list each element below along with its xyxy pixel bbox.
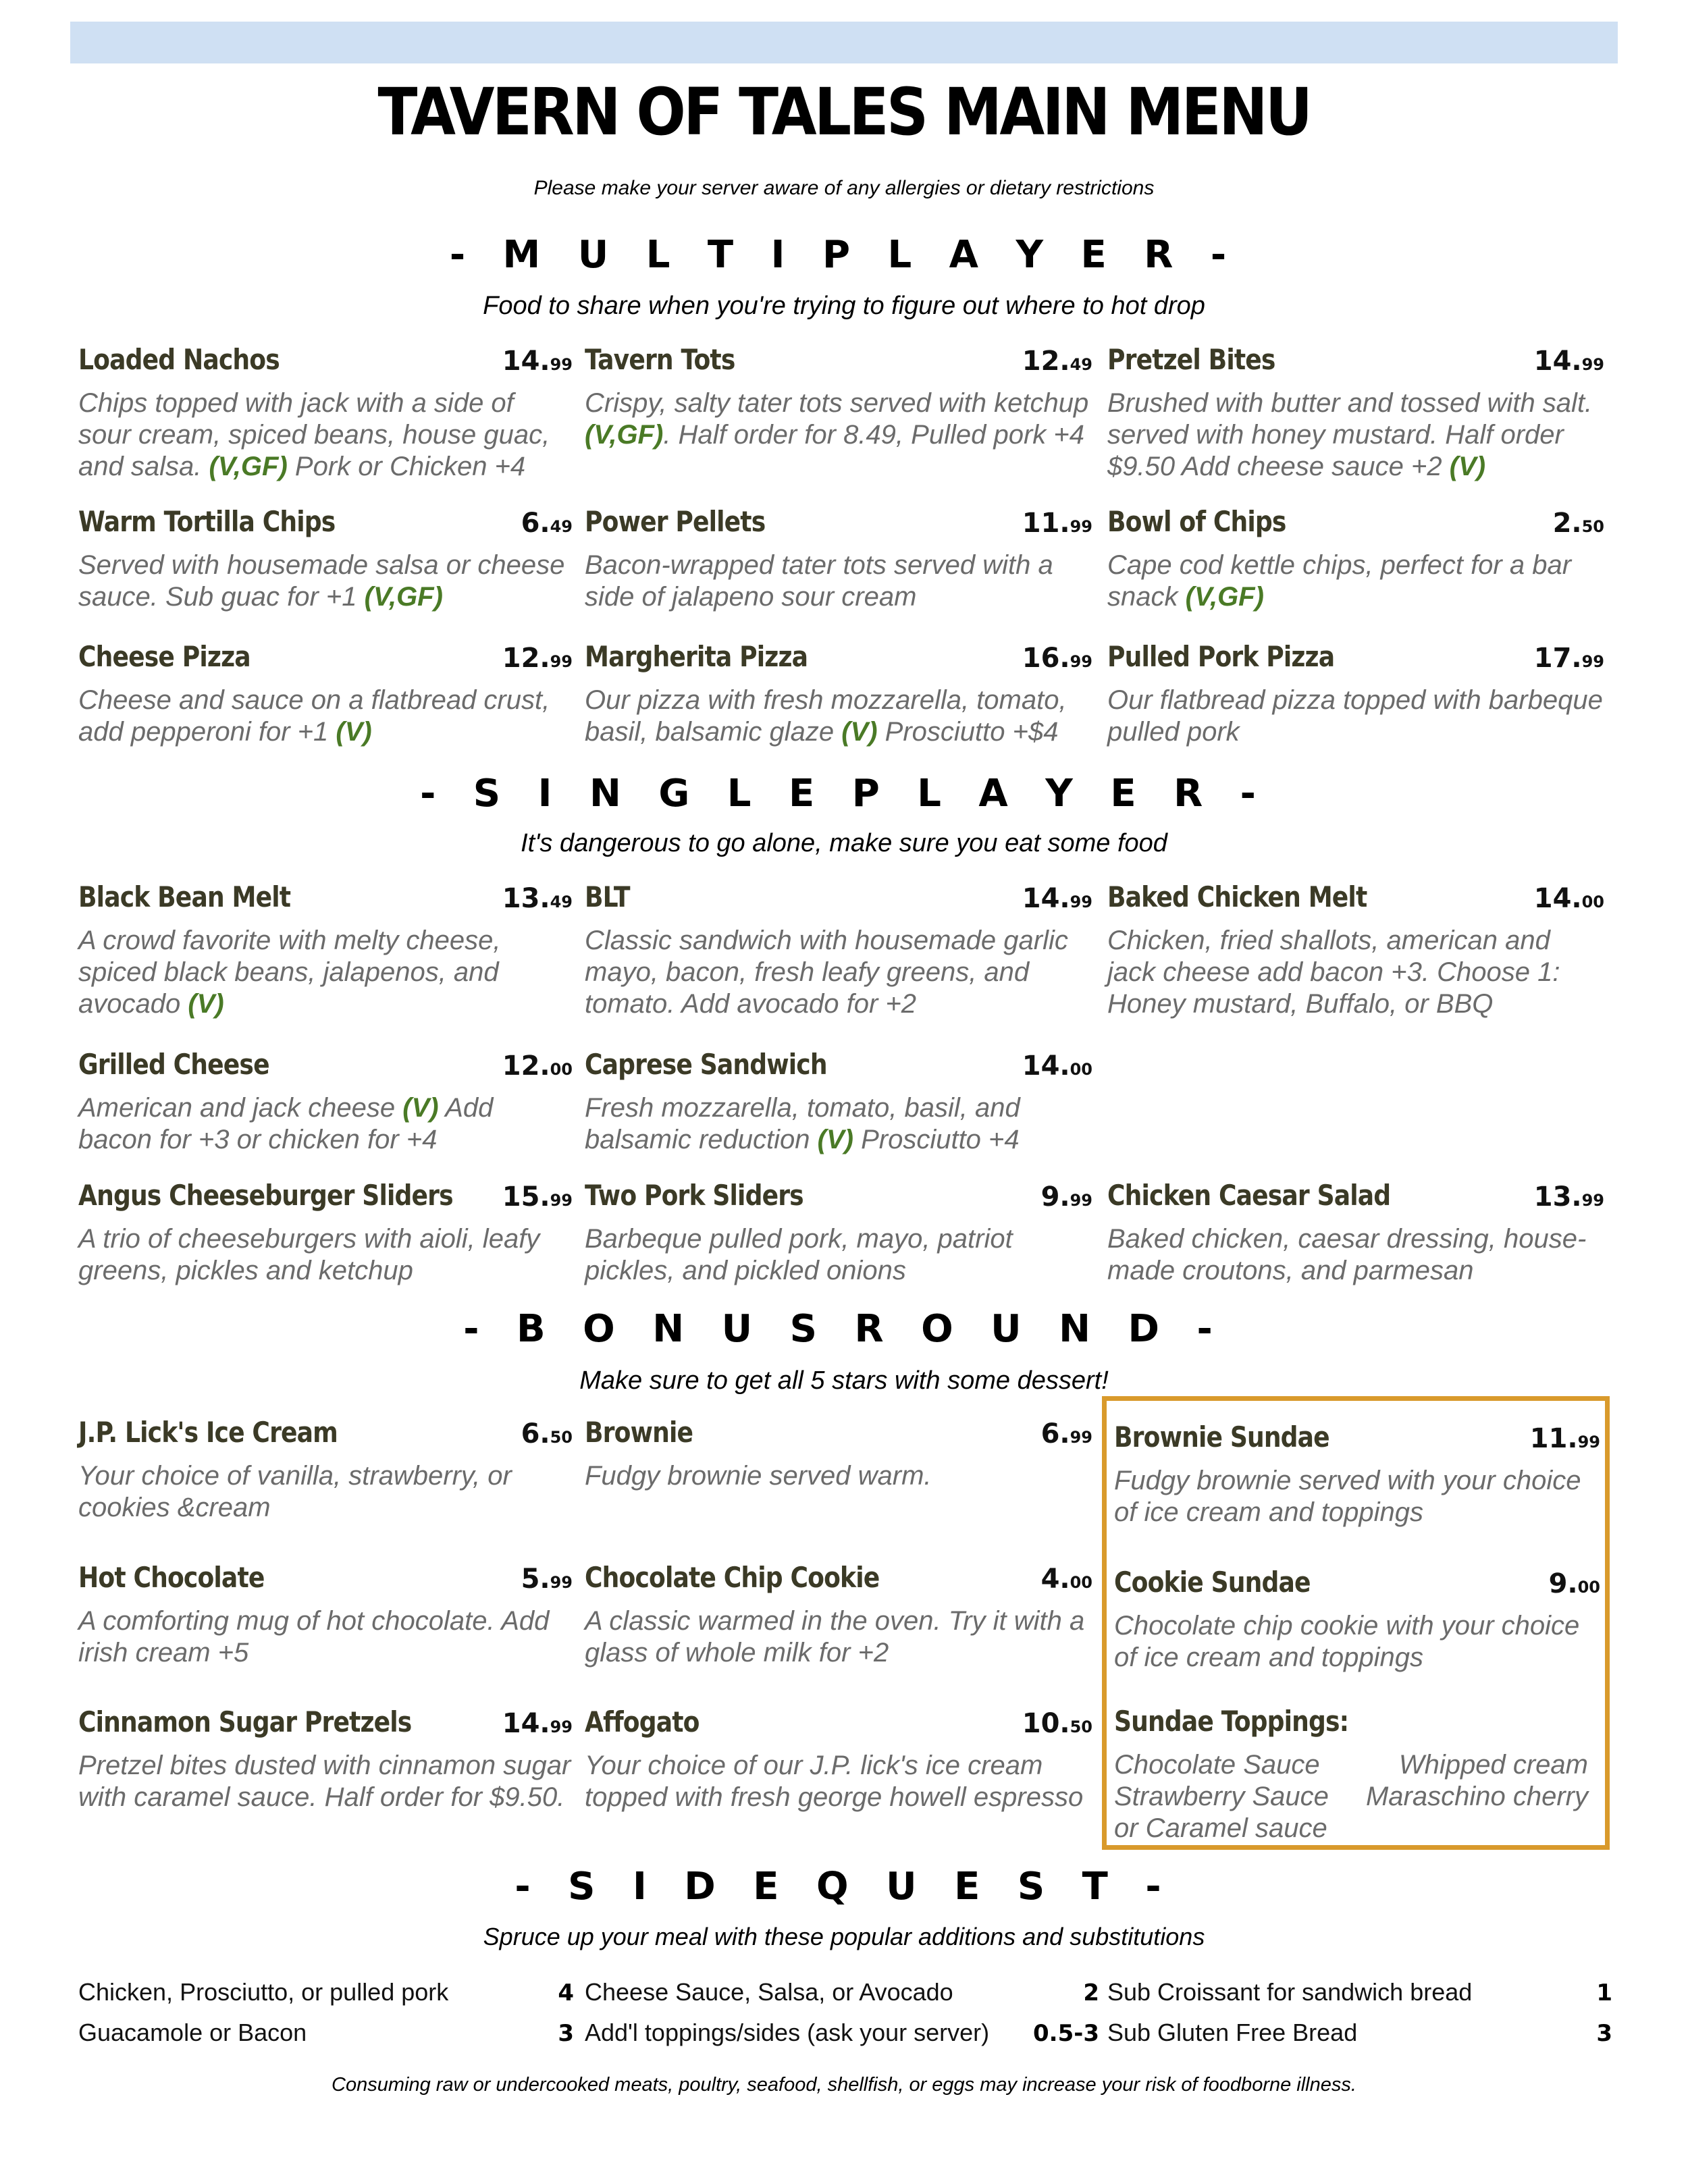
item-price xyxy=(521,508,573,539)
allergy-note: Please make your server aware of any allergies or dietary restrictions xyxy=(533,177,1155,199)
topping-item: Whipped cream xyxy=(1398,1750,1588,1780)
price-cents: 99 xyxy=(550,1717,573,1736)
dietary-tag: (V,GF) xyxy=(1185,582,1264,612)
side-item-name: Cheese Sauce, Salsa, or Avocado xyxy=(585,1978,953,2006)
section-subtitle-multiplayer: Food to share when you're trying to figure out where to hot drop xyxy=(483,292,1205,320)
menu-item-baked-chicken-melt xyxy=(1107,880,1604,1036)
item-name: Power Pellets xyxy=(585,505,766,538)
item-description xyxy=(78,1092,573,1156)
price-cents: 99 xyxy=(1070,652,1092,671)
item-price xyxy=(521,1418,573,1449)
item-description xyxy=(1107,550,1604,613)
dietary-tag: (V,GF) xyxy=(585,420,664,450)
side-item-price: 0.5-3 xyxy=(1033,2020,1099,2047)
item-price xyxy=(521,1564,573,1595)
price-cents: 50 xyxy=(1581,517,1604,536)
section-subtitle-bonus-round: Make sure to get all 5 stars with some dessert! xyxy=(579,1366,1109,1395)
item-name: Angus Cheeseburger Sliders xyxy=(78,1179,453,1212)
item-description xyxy=(78,1605,573,1669)
item-description xyxy=(78,1750,573,1813)
item-price xyxy=(502,346,573,377)
price-dollars: 6. xyxy=(521,508,550,539)
item-name: Two Pork Sliders xyxy=(585,1179,803,1212)
topping-item: Strawberry Sauce xyxy=(1114,1782,1329,1811)
section-heading-side-quest: - S I D E Q U E S T - xyxy=(515,1865,1173,1909)
menu-item-brownie xyxy=(585,1416,1092,1551)
item-price xyxy=(1022,346,1092,377)
menu-item-warm-tortilla-chips xyxy=(78,505,573,660)
description-extra: . Half order for 8.49, Pulled pork +4 xyxy=(663,420,1084,450)
item-name: Caprese Sandwich xyxy=(585,1048,827,1081)
price-cents: 99 xyxy=(1070,893,1092,911)
menu-item-cookie-sundae xyxy=(1114,1566,1600,1701)
item-price xyxy=(1022,1708,1092,1739)
toppings-left-column xyxy=(1114,1749,1329,1844)
menu-item-bowl-of-chips xyxy=(1107,505,1604,660)
price-cents: 00 xyxy=(1070,1060,1092,1079)
menu-item-hot-chocolate xyxy=(78,1561,573,1696)
item-price xyxy=(502,1050,573,1082)
item-description xyxy=(585,1460,1092,1492)
item-name: Bowl of Chips xyxy=(1107,505,1286,538)
section-heading-multiplayer: - M U L T I P L A Y E R - xyxy=(449,233,1239,277)
description-text: Baked chicken, caesar dressing, house-made croutons, and parmesan xyxy=(1107,1224,1587,1285)
description-text: Crispy, salty tater tots served with ketchup xyxy=(585,388,1089,418)
dietary-tag: (V,GF) xyxy=(364,582,443,612)
item-description xyxy=(1107,388,1604,483)
item-name: Brownie xyxy=(585,1416,693,1449)
item-price xyxy=(1041,1181,1092,1213)
price-dollars: 9. xyxy=(1040,1181,1070,1213)
item-price xyxy=(1022,643,1092,674)
item-name: Tavern Tots xyxy=(585,343,735,376)
item-name: Loaded Nachos xyxy=(78,343,280,376)
price-cents: 99 xyxy=(1581,1191,1604,1210)
description-extra: Prosciutto +4 xyxy=(861,1125,1020,1154)
price-dollars: 14. xyxy=(1022,1050,1070,1082)
description-text: Chicken, fried shallots, american and jack cheese add bacon +3. Choose 1: Honey mustard, Buffalo, or BBQ xyxy=(1107,926,1560,1019)
price-cents: 99 xyxy=(1581,355,1604,374)
item-description xyxy=(1114,1610,1600,1674)
price-cents: 50 xyxy=(1070,1717,1092,1736)
dietary-tag: (V,GF) xyxy=(209,452,288,481)
item-description xyxy=(78,388,573,483)
price-cents: 49 xyxy=(1070,355,1092,374)
item-name: Cinnamon Sugar Pretzels xyxy=(78,1705,412,1738)
item-price xyxy=(1022,883,1092,914)
section-subtitle-side-quest: Spruce up your meal with these popular additions and substitutions xyxy=(483,1923,1205,1950)
price-dollars: 14. xyxy=(502,1708,550,1739)
description-text: Chocolate chip cookie with your choice of ice cream and toppings xyxy=(1114,1611,1580,1672)
item-price xyxy=(1534,643,1604,674)
price-dollars: 13. xyxy=(1533,1181,1582,1213)
dietary-tag: (V) xyxy=(188,989,224,1019)
menu-item-brownie-sundae xyxy=(1114,1420,1600,1555)
item-description xyxy=(585,388,1092,451)
price-dollars: 14. xyxy=(1022,883,1070,914)
item-name: Baked Chicken Melt xyxy=(1107,880,1367,913)
sundae-toppings xyxy=(1114,1705,1600,1846)
item-price xyxy=(502,883,573,914)
side-item-name: Chicken, Prosciutto, or pulled pork xyxy=(78,1978,449,2006)
price-cents: 99 xyxy=(1070,1428,1092,1447)
description-text: Our pizza with fresh mozzarella, tomato, basil, balsamic glaze xyxy=(585,685,1067,747)
item-description xyxy=(1114,1465,1600,1528)
item-description xyxy=(78,1223,573,1287)
side-item-price: 4 xyxy=(558,1979,574,2006)
topping-item: or Caramel sauce xyxy=(1114,1813,1327,1843)
menu-item-tavern-tots xyxy=(585,343,1092,498)
item-description xyxy=(78,925,573,1020)
side-item-price: 3 xyxy=(558,2020,574,2047)
item-description xyxy=(1107,925,1604,1020)
section-heading-bonus-round: - B O N U S R O U N D - xyxy=(463,1307,1225,1351)
item-name: Margherita Pizza xyxy=(585,640,808,673)
item-name: BLT xyxy=(585,880,630,913)
price-dollars: 14. xyxy=(1533,883,1582,914)
item-description xyxy=(585,550,1092,613)
item-name: Cheese Pizza xyxy=(78,640,250,673)
description-text: American and jack cheese xyxy=(78,1093,396,1123)
description-extra: Add bacon for +3 or chicken for +4 xyxy=(78,1093,494,1154)
item-name: Chocolate Chip Cookie xyxy=(585,1561,880,1594)
side-item-name: Sub Croissant for sandwich bread xyxy=(1107,1978,1473,2006)
description-text: A classic warmed in the oven. Try it with a glass of whole milk for +2 xyxy=(585,1606,1085,1668)
item-description xyxy=(585,685,1092,748)
description-text: Served with housemade salsa or cheese sauce. Sub guac for +1 xyxy=(78,550,565,612)
price-dollars: 4. xyxy=(1040,1564,1070,1595)
dietary-tag: (V) xyxy=(841,717,878,747)
menu-title: TAVERN OF TALES MAIN MENU xyxy=(377,74,1311,150)
price-dollars: 15. xyxy=(502,1181,550,1213)
price-cents: 99 xyxy=(550,1191,573,1210)
header-band xyxy=(70,22,1618,63)
description-text: Your choice of our J.P. lick's ice cream topped with fresh george howell espresso xyxy=(585,1751,1084,1812)
item-description xyxy=(78,550,573,613)
side-item-price: 1 xyxy=(1596,1979,1612,2006)
item-description xyxy=(585,925,1092,1020)
price-cents: 00 xyxy=(1577,1578,1600,1597)
price-cents: 49 xyxy=(550,893,573,911)
menu-item-black-bean-melt xyxy=(78,880,573,1036)
menu-item-blt xyxy=(585,880,1092,1036)
item-description xyxy=(78,1460,573,1524)
item-description xyxy=(585,1092,1092,1156)
section-heading-singleplayer: - S I N G L E P L A Y E R - xyxy=(420,772,1268,816)
price-dollars: 17. xyxy=(1533,643,1582,674)
topping-item: Chocolate Sauce xyxy=(1114,1750,1320,1780)
price-cents: 99 xyxy=(1577,1433,1600,1451)
menu-item-j-p-lick-s-ice-cream xyxy=(78,1416,573,1551)
item-price xyxy=(502,643,573,674)
item-description xyxy=(585,1605,1092,1669)
price-cents: 00 xyxy=(1581,893,1604,911)
price-cents: 99 xyxy=(1581,652,1604,671)
description-extra: Prosciutto +$4 xyxy=(885,717,1059,747)
sundae-toppings-title: Sundae Toppings: xyxy=(1114,1705,1349,1738)
price-dollars: 14. xyxy=(1533,346,1582,377)
description-text: Cheese and sauce on a flatbread crust, add pepperoni for +1 xyxy=(78,685,550,747)
item-description xyxy=(585,1223,1092,1287)
price-cents: 00 xyxy=(550,1060,573,1079)
item-name: Hot Chocolate xyxy=(78,1561,265,1594)
description-text: Cape cod kettle chips, perfect for a bar snack xyxy=(1107,550,1572,612)
side-item-price: 2 xyxy=(1083,1979,1099,2006)
item-price xyxy=(1534,346,1604,377)
menu-item-power-pellets xyxy=(585,505,1092,660)
description-text: Classic sandwich with housemade garlic mayo, bacon, fresh leafy greens, and tomato. Add avocado for +2 xyxy=(585,926,1068,1019)
price-cents: 49 xyxy=(550,517,573,536)
price-cents: 50 xyxy=(550,1428,573,1447)
item-name: Chicken Caesar Salad xyxy=(1107,1179,1391,1212)
side-item-name: Guacamole or Bacon xyxy=(78,2019,307,2046)
item-name: Pulled Pork Pizza xyxy=(1107,640,1335,673)
description-text: Your choice of vanilla, strawberry, or cookies &cream xyxy=(78,1461,512,1522)
item-name: Pretzel Bites xyxy=(1107,343,1275,376)
description-text: Fudgy brownie served with your choice of ice cream and toppings xyxy=(1114,1466,1581,1527)
description-text: A trio of cheeseburgers with aioli, leafy greens, pickles and ketchup xyxy=(78,1224,540,1285)
item-price xyxy=(1549,1568,1600,1599)
item-price xyxy=(1041,1418,1092,1449)
description-text: Our flatbread pizza topped with barbeque pulled pork xyxy=(1107,685,1603,747)
dietary-tag: (V) xyxy=(402,1093,439,1123)
item-description xyxy=(78,685,573,748)
price-dollars: 9. xyxy=(1548,1568,1578,1599)
price-dollars: 2. xyxy=(1552,508,1582,539)
item-price xyxy=(1041,1564,1092,1595)
menu-item-affogato xyxy=(585,1705,1092,1840)
price-cents: 99 xyxy=(1070,517,1092,536)
side-item-price: 3 xyxy=(1596,2020,1612,2047)
price-dollars: 12. xyxy=(502,643,550,674)
price-dollars: 13. xyxy=(502,883,550,914)
side-item-name: Add'l toppings/sides (ask your server) xyxy=(585,2019,990,2046)
item-description xyxy=(585,1750,1092,1813)
footer-note: Consuming raw or undercooked meats, poultry, seafood, shellfish, or eggs may increase your risk of foodborne illness. xyxy=(332,2074,1356,2096)
price-cents: 99 xyxy=(1070,1191,1092,1210)
price-cents: 99 xyxy=(550,355,573,374)
item-price xyxy=(1553,508,1604,539)
item-price xyxy=(1022,508,1092,539)
menu-item-loaded-nachos xyxy=(78,343,573,498)
price-cents: 99 xyxy=(550,1573,573,1592)
menu-item-pretzel-bites xyxy=(1107,343,1604,498)
price-dollars: 6. xyxy=(521,1418,550,1449)
description-text: A crowd favorite with melty cheese, spiced black beans, jalapenos, and avocado xyxy=(78,926,501,1019)
price-dollars: 11. xyxy=(1529,1423,1578,1454)
section-subtitle-singleplayer: It's dangerous to go alone, make sure you eat some food xyxy=(521,829,1167,857)
price-dollars: 6. xyxy=(1040,1418,1070,1449)
description-text: Fresh mozzarella, tomato, basil, and balsamic reduction xyxy=(585,1093,1020,1154)
price-cents: 99 xyxy=(550,652,573,671)
description-extra: Pork or Chicken +4 xyxy=(294,452,526,481)
price-dollars: 14. xyxy=(502,346,550,377)
menu-item-cinnamon-sugar-pretzels xyxy=(78,1705,573,1840)
toppings-right-column xyxy=(1366,1749,1588,1813)
item-price xyxy=(502,1181,573,1213)
dietary-tag: (V) xyxy=(336,717,372,747)
description-text: A comforting mug of hot chocolate. Add irish cream +5 xyxy=(78,1606,550,1668)
description-text: Fudgy brownie served warm. xyxy=(585,1461,932,1491)
description-text: Barbeque pulled pork, mayo, patriot pickles, and pickled onions xyxy=(585,1224,1013,1285)
item-price xyxy=(1022,1050,1092,1082)
menu-item-chocolate-chip-cookie xyxy=(585,1561,1092,1696)
price-cents: 00 xyxy=(1070,1573,1092,1592)
price-dollars: 16. xyxy=(1022,643,1070,674)
item-description xyxy=(1107,1223,1604,1287)
item-name: J.P. Lick's Ice Cream xyxy=(78,1416,338,1449)
price-dollars: 12. xyxy=(502,1050,550,1082)
item-name: Brownie Sundae xyxy=(1114,1420,1329,1454)
item-name: Grilled Cheese xyxy=(78,1048,269,1081)
price-dollars: 5. xyxy=(521,1564,550,1595)
dietary-tag: (V) xyxy=(817,1125,853,1154)
description-text: Chips topped with jack with a side of sour cream, spiced beans, house guac, and salsa. xyxy=(78,388,550,481)
description-text: Brushed with butter and tossed with salt. served with honey mustard. Half order $9.50 Add cheese sauce +2 xyxy=(1107,388,1593,481)
item-name: Black Bean Melt xyxy=(78,880,291,913)
price-dollars: 11. xyxy=(1022,508,1070,539)
item-name: Warm Tortilla Chips xyxy=(78,505,336,538)
price-dollars: 10. xyxy=(1022,1708,1070,1739)
item-description xyxy=(1107,685,1604,748)
item-name: Cookie Sundae xyxy=(1114,1566,1311,1599)
item-name: Affogato xyxy=(585,1705,700,1738)
topping-item: Maraschino cherry xyxy=(1365,1782,1588,1811)
description-text: Bacon-wrapped tater tots served with a side of jalapeno sour cream xyxy=(585,550,1053,612)
item-price xyxy=(1534,1181,1604,1213)
item-price xyxy=(502,1708,573,1739)
item-price xyxy=(1534,883,1604,914)
price-dollars: 12. xyxy=(1022,346,1070,377)
side-item-name: Sub Gluten Free Bread xyxy=(1107,2019,1358,2046)
description-text: Pretzel bites dusted with cinnamon sugar with caramel sauce. Half order for $9.50. xyxy=(78,1751,571,1812)
item-price xyxy=(1530,1423,1600,1454)
dietary-tag: (V) xyxy=(1449,452,1486,481)
